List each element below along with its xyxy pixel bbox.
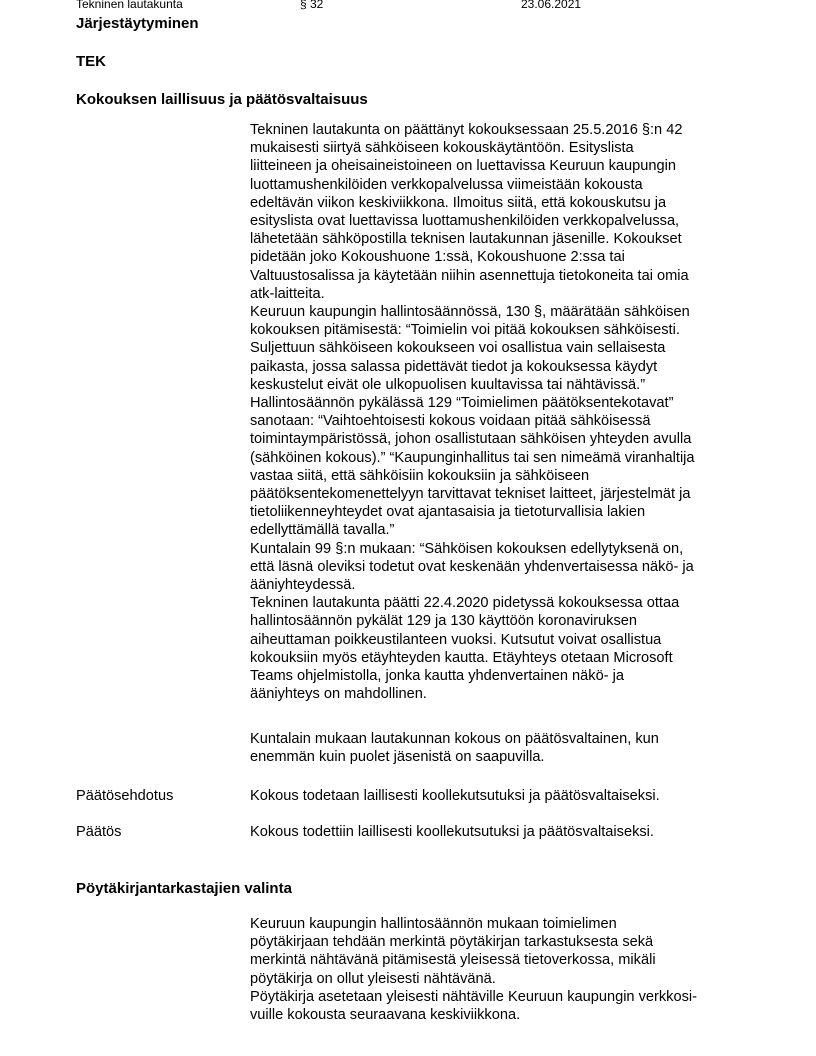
header-organization: Tekninen lautakunta xyxy=(76,0,183,11)
section-heading-meeting-validity: Kokouksen laillisuus ja päätösvaltaisuus xyxy=(76,91,368,108)
decision-text: Kokous todettiin laillisesti koollekutsutuksi ja päätösvaltaiseksi. xyxy=(250,824,654,840)
meeting-validity-paragraph: Tekninen lautakunta on päättänyt kokouksessaan 25.5.2016 §:n 42 mukaisesti siirtyä sähköiseen kokouskäytäntöön. Esityslista liitteineen ja oheisaineistoineen on luettavissa Keuruun kaupungin luottamushenkilöiden verkkopalvelussa viimeistään kokousta edeltävän viikon keskiviikkona. Ilmoitus siitä, että kokouskutsu ja esityslista ovat luettavissa luottamushenkilöiden verkkopalvelussa, lähetetään sähköpostilla teknisen lautakunnan jäsenille. Kokoukset pidetään joko Kokoushuone 1:ssä, Kokoushuone 2:ssa tai Valtuustosalissa ja käytetään niihin asennettuja tietokoneita tai omia atk-laitteita. Keuruun kaupungin hallintosäännössä, 130 §, määrätään sähköisen kokouksen pitämisestä: “Toimielin voi pitää kokouksen sähköisesti. Suljettuun sähköiseen kokoukseen voi osallistua vain sellaisesta paikasta, jossa salassa pidettävät tiedot ja kokouksessa käydyt keskustelut eivät ole ulkopuolisen kuultavissa tai nähtävissä.” Hallintosäännön pykälässä 129 “Toimielimen päätöksentekotavat” sanotaan: “Vaihtoehtoisesti kokous voidaan pitää sähköisessä toimintaympäristössä, johon osallistutaan sähköisen yhteyden avulla (sähköinen kokous).” “Kaupunginhallitus tai sen nimeämä viranhaltija vastaa siitä, että sähköisiin kokouksiin ja sähköiseen päätöksentekomenettelyyn tarvittavat tekniset laitteet, järjestelmät ja tietoliikenneyhteydet ovat ajantasaisia ja tietoturvallisia lakien edellyttämällä tavalla.” Kuntalain 99 §:n mukaan: “Sähköisen kokouksen edellytyksenä on, että läsnä oleviksi todetut ovat keskenään yhdenvertaisessa näkö- ja ääniyhteydessä. Tekninen lautakunta päätti 22.4.2020 pidetyssä kokouksessa ottaa hallintosäännön pykälät 129 ja 130 käyttöön koronaviruksen aiheuttaman poikkeustilanteen vuoksi. Kutsutut voivat osallistua kokouksiin myös etäyhteyden kautta. Etäyhteys otetaan Microsoft Teams ohjelmistolla, jonka kautta yhdenvertainen näkö- ja ääniyhteys on mahdollinen. xyxy=(250,122,695,703)
proposal-label: Päätösehdotus xyxy=(76,788,174,804)
header-date: 23.06.2021 xyxy=(521,0,582,11)
decision-label: Päätös xyxy=(76,824,122,840)
quorum-paragraph-block xyxy=(250,730,750,766)
quorum-paragraph: Kuntalain mukaan lautakunnan kokous on päätösvaltainen, kun enemmän kuin puolet jäsenistä on saapuvilla. xyxy=(250,731,659,766)
page-title: Järjestäytyminen xyxy=(76,15,199,32)
unit-label: TEK xyxy=(76,53,106,70)
proposal-text: Kokous todetaan laillisesti koollekutsutuksi ja päätösvaltaiseksi. xyxy=(250,788,660,804)
header-section-number: § 32 xyxy=(300,0,324,11)
section-heading-minutes-checkers: Pöytäkirjantarkastajien valinta xyxy=(76,880,292,897)
meeting-validity-body xyxy=(250,121,750,704)
minutes-checkers-paragraph: Keuruun kaupungin hallintosäännön mukaan toimielimen pöytäkirjaan tehdään merkintä pöytäkirjan tarkastuksesta sekä merkintä nähtävänä pitämisestä yleisessä tietoverkossa, mikäli pöytäkirja on ollut yleisesti nähtävänä. Pöytäkirja asetetaan yleisesti nähtäville Keuruun kaupungin verkkosi- vuille kokousta seuraavana keskiviikkona. xyxy=(250,916,697,1024)
minutes-checkers-body xyxy=(250,915,750,1024)
